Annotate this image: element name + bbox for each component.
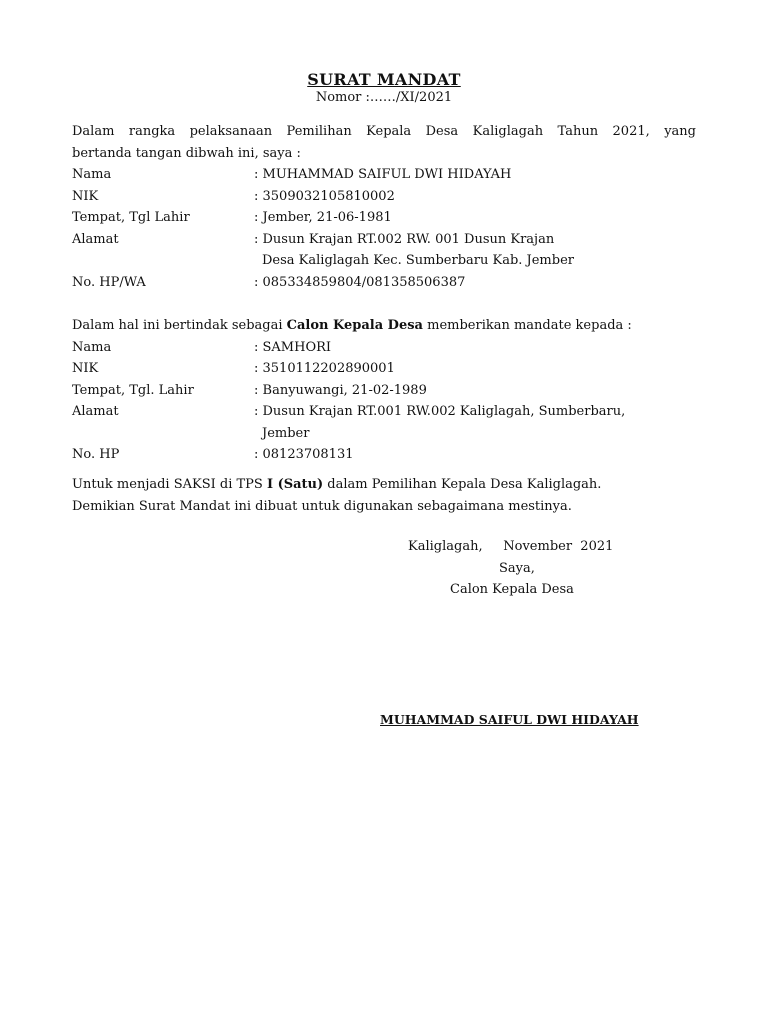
signature-place-date: Kaliglagah, November 2021 — [408, 539, 614, 554]
document-title: SURAT MANDAT — [307, 70, 461, 89]
grantee-phone-value: : 08123708131 — [254, 447, 354, 462]
intro-line-2: bertanda tangan dibwah ini, saya : — [72, 146, 301, 161]
grantee-address-value-2: Jember — [262, 426, 310, 441]
grantor-name-label: Nama — [72, 167, 112, 182]
grantor-phone-row — [72, 272, 696, 294]
grantee-address-row-2 — [72, 423, 696, 445]
mandate-intro-after: memberikan mandate kepada : — [422, 318, 632, 333]
grantor-name-row — [72, 164, 696, 186]
grantor-address-label: Alamat — [72, 232, 119, 247]
grantor-name-value: : MUHAMMAD SAIFUL DWI HIDAYAH — [254, 167, 512, 182]
grantee-phone-label: No. HP — [72, 447, 120, 462]
mandate-intro-before: Dalam hal ini bertindak sebagai — [72, 318, 287, 333]
grantee-nik-row — [72, 358, 696, 380]
purpose-statement — [72, 474, 696, 496]
intro-line-1: Dalam rangka pelaksanaan Pemilihan Kepala Desa Kaliglagah Tahun 2021, yang — [72, 124, 696, 139]
grantee-birth-value: : Banyuwangi, 21-02-1989 — [254, 383, 427, 398]
grantee-address-row — [72, 401, 696, 423]
grantee-phone-row — [72, 444, 696, 466]
grantor-address-value-2: Desa Kaliglagah Kec. Sumberbaru Kab. Jember — [262, 253, 574, 268]
grantor-nik-label: NIK — [72, 189, 99, 204]
purpose-before: Untuk menjadi SAKSI di TPS — [72, 477, 267, 492]
grantor-address-value-1: : Dusun Krajan RT.002 RW. 001 Dusun Krajan — [254, 232, 555, 247]
grantee-birth-label: Tempat, Tgl. Lahir — [72, 383, 194, 398]
document-number: Nomor :……/XI/2021 — [315, 90, 453, 105]
grantor-phone-label: No. HP/WA — [72, 275, 146, 290]
grantee-name-label: Nama — [72, 340, 112, 355]
grantor-address-row — [72, 229, 696, 251]
grantee-nik-value: : 3510112202890001 — [254, 361, 395, 376]
mandate-intro-role: Calon Kepala Desa — [286, 318, 423, 333]
grantee-address-value-1: : Dusun Krajan RT.001 RW.002 Kaliglagah, Sumberbaru, — [254, 404, 626, 419]
grantee-name-row — [72, 337, 696, 359]
grantor-nik-value: : 3509032105810002 — [254, 189, 395, 204]
grantee-nik-label: NIK — [72, 361, 99, 376]
grantee-address-label: Alamat — [72, 404, 119, 419]
grantor-birth-value: : Jember, 21-06-1981 — [254, 210, 392, 225]
signature-saya: Saya, — [499, 561, 535, 576]
signer-name: MUHAMMAD SAIFUL DWI HIDAYAH — [380, 712, 639, 727]
grantee-name-value: : SAMHORI — [254, 340, 332, 355]
grantor-birth-label: Tempat, Tgl Lahir — [72, 210, 190, 225]
grantee-birth-row — [72, 380, 696, 402]
purpose-after: dalam Pemilihan Kepala Desa Kaliglagah. — [323, 477, 602, 492]
mandate-intro — [72, 315, 696, 337]
grantor-nik-row — [72, 186, 696, 208]
signature-role: Calon Kepala Desa — [450, 582, 574, 597]
grantor-address-row-2 — [72, 250, 696, 272]
grantor-phone-value: : 085334859804/081358506387 — [254, 275, 466, 290]
closing-statement: Demikian Surat Mandat ini dibuat untuk digunakan sebagaimana mestinya. — [72, 499, 572, 514]
purpose-tps: I (Satu) — [266, 477, 324, 492]
grantor-birth-row — [72, 207, 696, 229]
